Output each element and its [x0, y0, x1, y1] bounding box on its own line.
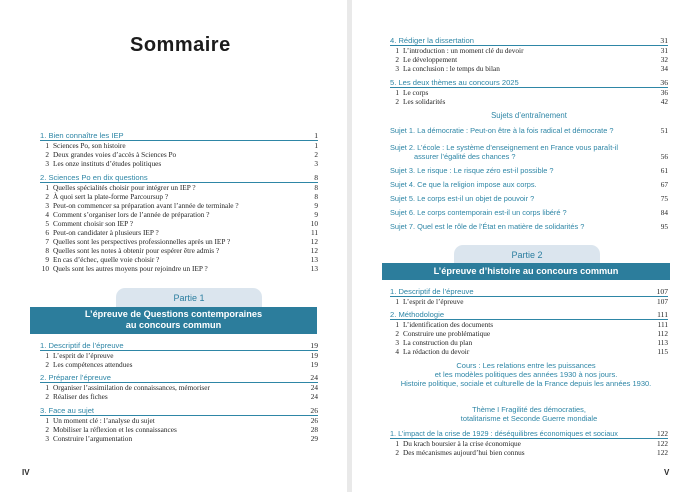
section-label: 2. Méthodologie [390, 310, 445, 319]
section-page: 24 [310, 373, 318, 382]
sujet-entry[interactable]: Sujet 4. Ce que la religion impose aux corps. 67 [390, 180, 668, 189]
section-page: 26 [310, 406, 318, 415]
section-label: 1. L’impact de la crise de 1929 : déséquilibres économiques et sociaux [390, 429, 618, 438]
part-banner: L’épreuve d’histoire au concours commun [382, 263, 670, 280]
sujet-entry[interactable]: Sujet 5. Le corps est-il un objet de pouvoir ? 75 [390, 194, 668, 203]
cours-heading [360, 361, 692, 389]
toc-section[interactable] [390, 429, 668, 438]
theme-heading [390, 405, 668, 423]
sujet-entry[interactable]: Sujet 6. Le corps contemporain est-il un corps libéré ? 84 [390, 208, 668, 217]
part-banner-line: L’épreuve de Questions contemporaines [84, 309, 263, 319]
section-label: 5. Les deux thèmes au concours 2025 [390, 78, 519, 87]
training-title: Sujets d’entraînement [491, 111, 567, 120]
right-page: 4. Rédiger la dissertation 31 1 L’introduction : un moment clé du devoir 31 2 Le développement 32 3 La conclusion : le temps du bilan 34 5. Les deux thèmes au concours 2025 36 1 Le corps 36 2 Les solidarités 42 Sujets d’entraînement Sujet 1. La démocratie : Peut-on être à la fois radical et démocrate ? 51 Sujet 2. L’école : Le système d’enseignement en France vous paraît-il assurer l’égalité des chances ? 56 Sujet 3. Le risque : Le risque zéro est-il possible ? 61 Sujet 4. Ce que la religion impose aux corps. 67 Sujet 5. Le corps est-il un objet de pouvoir ? 75 Sujet 6. Le corps contemporain est-il un corps libéré ? 84 Sujet 7. Quel est le rôle de l’État en matière de solidarités ? 95 Partie 2 L’épreuve d’histoire au concours commun 1. Descriptif de l’épreuve 107 1 L’esprit de l’épreuve 107 2. Méthodologie 111 1 L’identification des documents 111 2 Construire une problématique 112 3 La construction du plan 113 4 La rédaction du devoir 115 Cours : Les relations entre les puissances et les modèles politiques des années 1930 à nos jours. Histoire politique, sociale et culturelle de la France depuis les années 1930. Thème I Fragilité des démocraties, totalitarisme et Seconde Guerre mondiale 1. L’impact de la crise de 1929 : déséquilibres économiques et sociaux 122 1 Du krach boursier à la crise économique 122 2 Des mécanismes aujourd’hui bien connus 122 V [352, 0, 700, 492]
section-label: 4. Rédiger la dissertation [390, 36, 474, 45]
section-page: 1 [314, 131, 318, 140]
section-label: 2. Sciences Po en dix questions [40, 173, 148, 182]
section-label: 3. Face au sujet [40, 406, 95, 415]
part-banner-line: au concours commun [125, 320, 222, 330]
cours-line: Cours : Les relations entre les puissances [456, 361, 596, 370]
toc-section[interactable] [40, 373, 318, 382]
toc-section[interactable] [40, 406, 318, 415]
section-page: 122 [657, 429, 668, 438]
toc-section[interactable] [390, 78, 668, 87]
section-page: 8 [314, 173, 318, 182]
section-label: 1. Descriptif de l’épreuve [390, 287, 474, 296]
page-number: V [664, 468, 670, 477]
cours-line: Histoire politique, sociale et culturelle de la France depuis les années 1930. [400, 379, 652, 389]
section-page: 19 [310, 341, 318, 350]
section-rule [390, 87, 668, 88]
sujet-entry[interactable]: Sujet 1. La démocratie : Peut-on être à la fois radical et démocrate ? 51 [390, 126, 668, 135]
page-title: Sommaire [130, 34, 231, 56]
section-label: 2. Préparer l’épreuve [40, 373, 111, 382]
toc-section[interactable] [40, 131, 318, 140]
sujet-entry[interactable]: Sujet 3. Le risque : Le risque zéro est-il possible ? 61 [390, 166, 668, 175]
sujet-entry[interactable]: Sujet 2. L’école : Le système d’enseignement en France vous paraît-il assurer l’égalité des chances ? 56 [390, 143, 668, 161]
page-number: IV [22, 468, 30, 477]
section-label: 1. Descriptif de l’épreuve [40, 341, 124, 350]
section-page: 111 [657, 310, 668, 319]
sujet-entry[interactable]: Sujet 7. Quel est le rôle de l’État en matière de solidarités ? 95 [390, 222, 668, 231]
section-label: 1. Bien connaître les IEP [40, 131, 124, 140]
toc-section[interactable] [390, 287, 668, 296]
toc-section[interactable] [40, 341, 318, 350]
toc-section[interactable] [40, 173, 318, 182]
section-page: 107 [656, 287, 668, 296]
part-tab: Partie 2 [454, 245, 600, 264]
theme-line: totalitarisme et Seconde Guerre mondiale [460, 414, 598, 424]
section-page: 36 [660, 78, 668, 87]
sujet-continuation: assurer l’égalité des chances ? [414, 152, 516, 161]
toc-section[interactable] [390, 310, 668, 319]
theme-line: Thème I Fragilité des démocraties, [472, 405, 586, 414]
toc-section[interactable] [390, 36, 668, 45]
part-tab: Partie 1 [116, 288, 262, 308]
cours-line: et les modèles politiques des années 1930 à nos jours. [434, 370, 618, 380]
left-page: Sommaire 1. Bien connaître les IEP 1 1 Sciences Po, son histoire 1 2 Deux grandes voies d’accès à Sciences Po 2 3 Les onze instituts d’études politiques 3 2. Sciences Po en dix questions 8 1 Quelles spécialités choisir pour intégrer un IEP ? 8 2 À quoi sert la plate-forme Parcoursup ? 8 3 Peut-on commencer sa préparation avant l’année de terminale ? 9 4 Comment s’organiser lors de l’année de préparation ? 9 5 Comment choisir son IEP ? 10 6 Peut-on candidater à plusieurs IEP ? 11 7 Quelles sont les perspectives professionnelles après un IEP ? 12 8 Quelles sont les notes à obtenir pour espérer être admis ? 12 9 En cas d’échec, quelle voie choisir ? 13 10 Quels sont les autres moyens pour rejoindre un IEP ? 13 Partie 1 L’épreuve de Questions contemporaines au concours commun 1. Descriptif de l’épreuve 19 1 L’esprit de l’épreuve 19 2 Les compétences attendues 19 2. Préparer l’épreuve 24 1 Organiser l’assimilation de connaissances, mémoriser 24 2 Réaliser des fiches 24 3. Face au sujet 26 1 Un moment clé : l’analyse du sujet 26 2 Mobiliser la réflexion et les connaissances 28 3 Construire l’argumentation 29 IV [0, 0, 347, 492]
section-page: 31 [660, 36, 668, 45]
part-banner [30, 307, 317, 334]
